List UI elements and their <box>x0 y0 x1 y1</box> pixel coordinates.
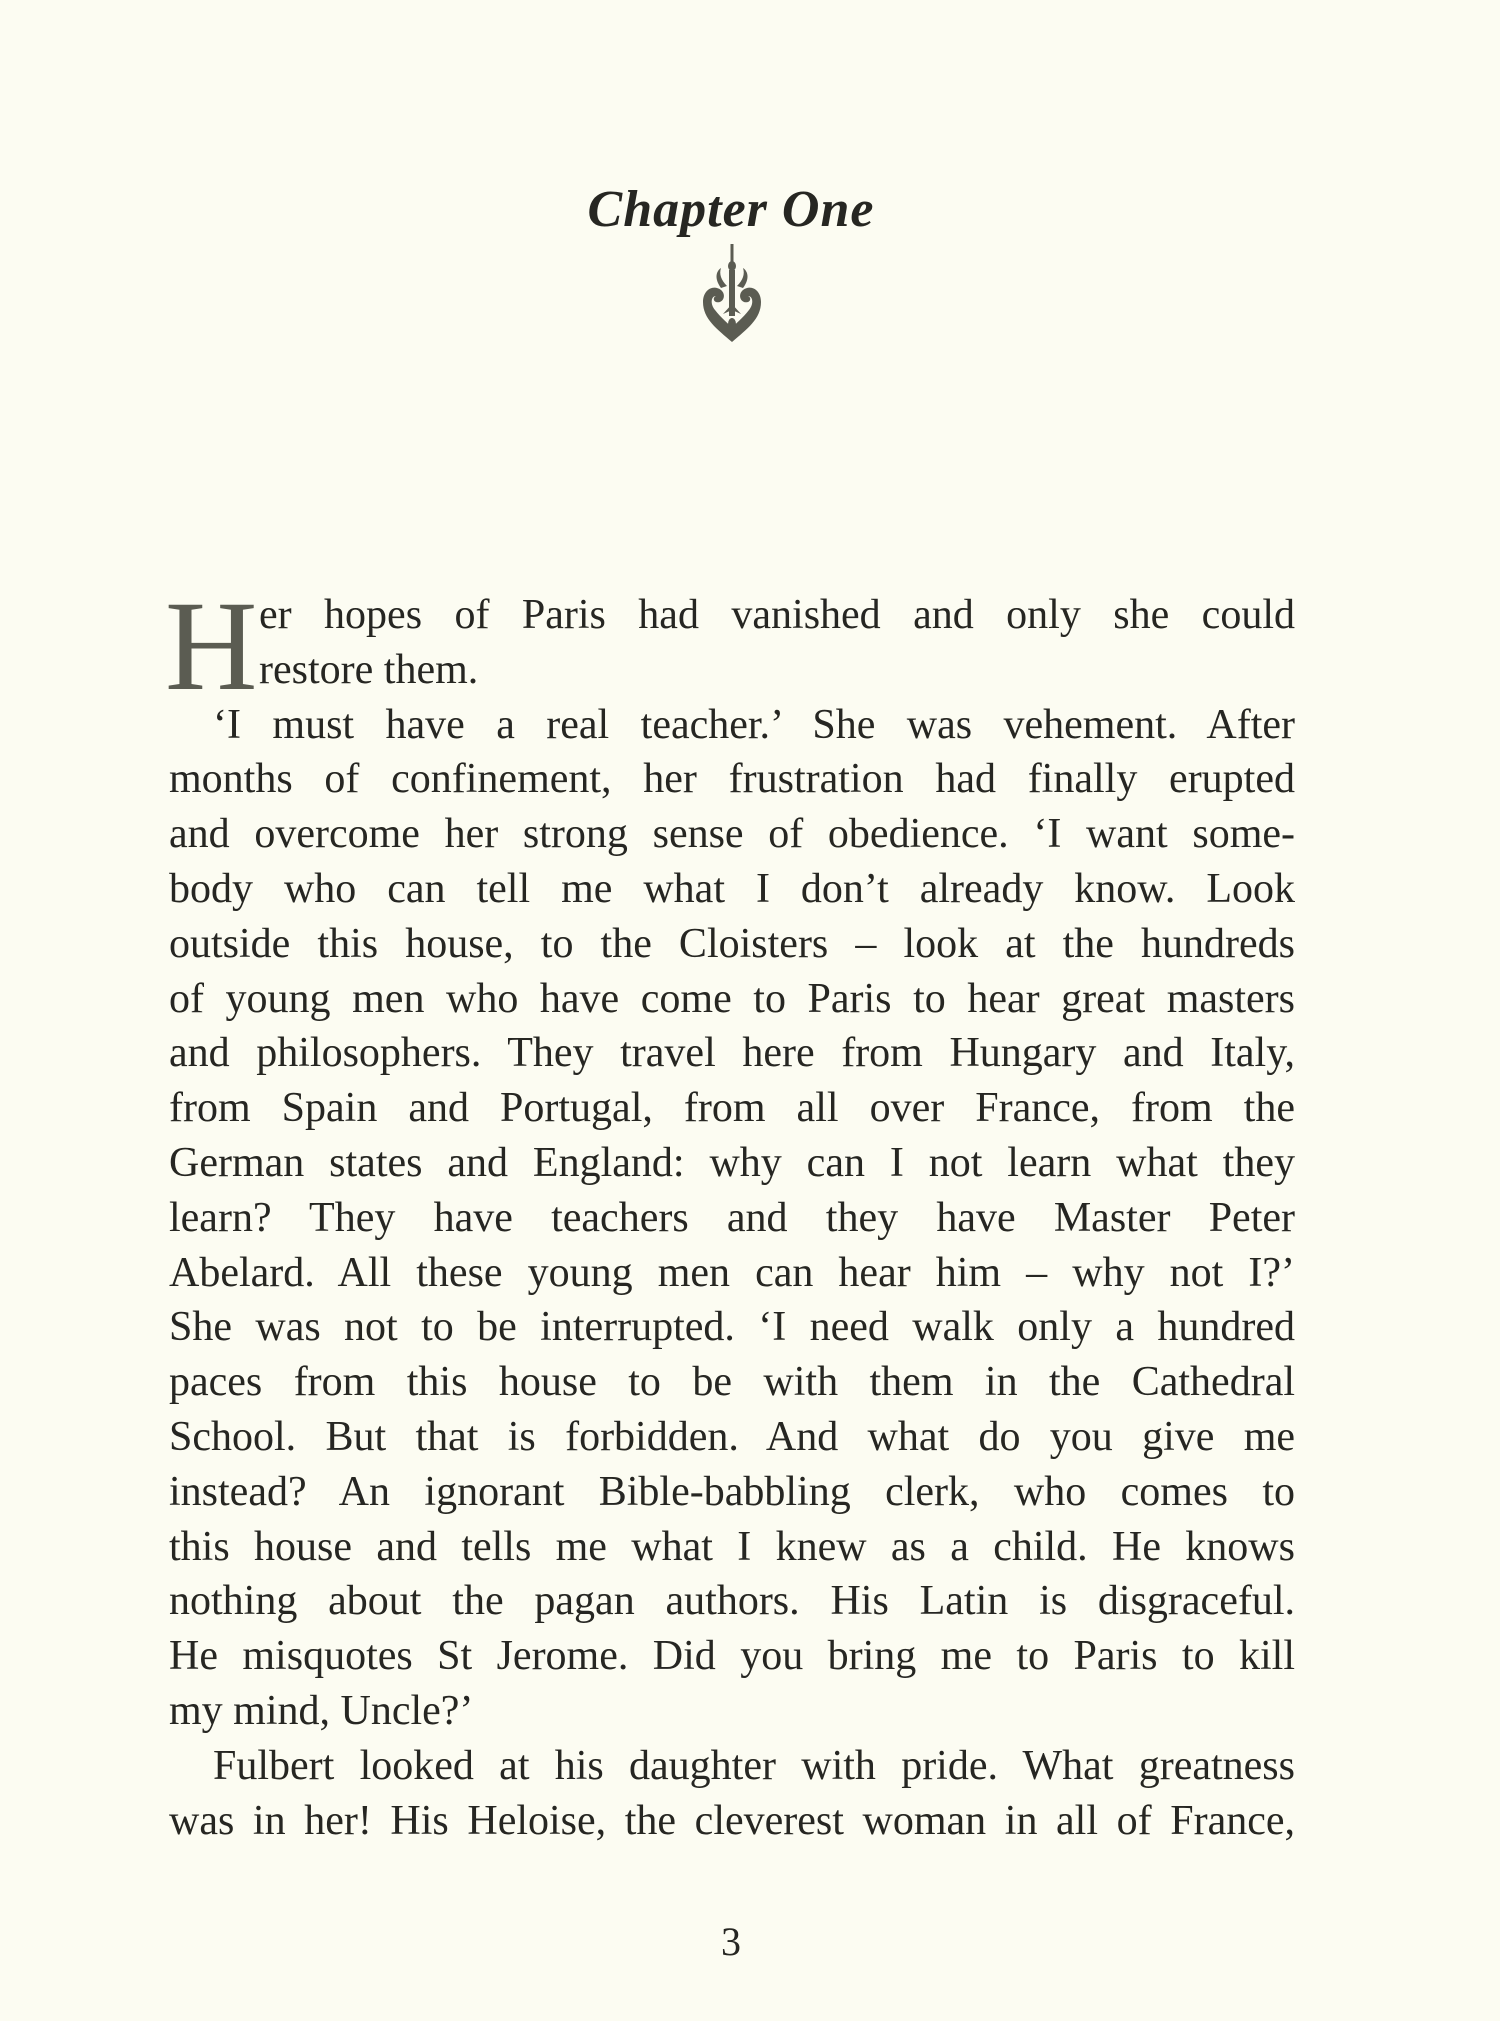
text-line: nothing about the pagan authors. His Latin is disgraceful. <box>169 1578 1295 1625</box>
fleuron-icon <box>699 244 765 344</box>
drop-cap: H <box>165 575 258 717</box>
text-line: outside this house, to the Cloisters – look at the hundreds <box>169 920 1295 967</box>
text-line: School. But that is forbidden. And what do you give me <box>169 1413 1295 1460</box>
chapter-title: Chapter One <box>587 180 875 238</box>
text-line: restore them. <box>259 646 479 693</box>
text-line: German states and England: why can I not learn what they <box>169 1139 1295 1186</box>
text-line: was in her! His Heloise, the cleverest woman in all of France, <box>169 1797 1295 1844</box>
text-line: paces from this house to be with them in the Cathedral <box>169 1359 1295 1406</box>
text-line: body who can tell me what I don’t already know. Look <box>169 865 1295 912</box>
text-line: from Spain and Portugal, from all over France, from the <box>169 1085 1295 1132</box>
text-line: this house and tells me what I knew as a child. He knows <box>169 1523 1295 1570</box>
text-line: Fulbert looked at his daughter with pride. What greatness <box>213 1742 1295 1789</box>
page-number: 3 <box>721 1919 741 1964</box>
text-line: learn? They have teachers and they have Master Peter <box>169 1194 1295 1241</box>
text-line: ‘I must have a real teacher.’ She was vehement. After <box>213 701 1295 748</box>
text-line: and philosophers. They travel here from Hungary and Italy, <box>169 1030 1295 1077</box>
text-line: and overcome her strong sense of obedience. ‘I want some- <box>169 811 1295 858</box>
chapter-body <box>165 575 1295 1848</box>
text-line: months of confinement, her frustration had finally erupted <box>169 756 1295 803</box>
text-line: of young men who have come to Paris to hear great masters <box>169 975 1295 1022</box>
text-line: er hopes of Paris had vanished and only she could <box>259 592 1295 638</box>
text-line: Abelard. All these young men can hear him – why not I?’ <box>169 1249 1295 1296</box>
text-line: my mind, Uncle?’ <box>169 1687 474 1734</box>
text-line: He misquotes St Jerome. Did you bring me to Paris to kill <box>169 1633 1295 1680</box>
text-line: instead? An ignorant Bible-babbling clerk, who comes to <box>169 1468 1295 1515</box>
text-lines <box>169 588 1295 1848</box>
text-line: She was not to be interrupted. ‘I need walk only a hundred <box>169 1304 1295 1351</box>
